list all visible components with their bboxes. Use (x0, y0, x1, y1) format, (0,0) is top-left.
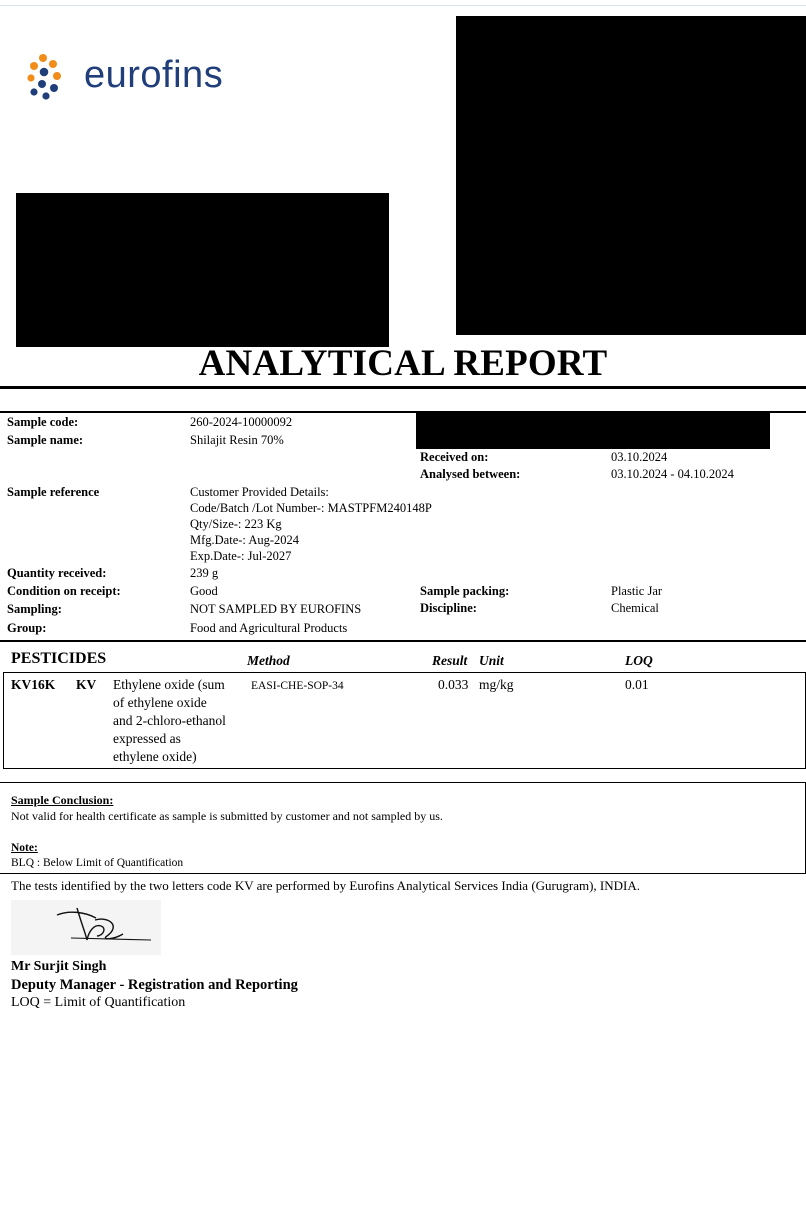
conclusion-heading: Sample Conclusion: (11, 793, 114, 807)
page-title: ANALYTICAL REPORT (198, 343, 608, 384)
column-unit: Unit (479, 653, 504, 668)
packing-value: Plastic Jar (611, 584, 663, 598)
note-text: BLQ : Below Limit of Quantification (11, 857, 184, 869)
sample-reference-line: Code/Batch /Lot Number-: MASTPFM240148P (190, 501, 432, 515)
sample-reference-label: Sample reference (7, 485, 100, 499)
group-label: Group: (7, 621, 47, 635)
sample-reference-line: Customer Provided Details: (190, 485, 329, 499)
quantity-value: 239 g (190, 566, 219, 580)
received-label: Received on: (420, 450, 489, 464)
sample-code-label: Sample code: (7, 415, 79, 429)
conclusion-text: Not valid for health certificate as sample is submitted by customer and not sampled by us. (11, 809, 443, 823)
sample-reference-line: Exp.Date-: Jul-2027 (190, 549, 292, 563)
loq-note: LOQ = Limit of Quantification (11, 995, 186, 1010)
signer-name: Mr Surjit Singh (11, 959, 107, 974)
parameter-line: and 2-chloro-ethanol (113, 713, 226, 728)
brand-name: eurofins (84, 54, 224, 96)
info-rule-bottom (0, 640, 806, 642)
discipline-value: Chemical (611, 601, 659, 615)
parameter-line: Ethylene oxide (sum (113, 677, 225, 692)
section-heading: PESTICIDES (11, 650, 107, 667)
test-code: KV16K (11, 677, 56, 692)
loq-value: 0.01 (625, 677, 649, 692)
unit-value: mg/kg (479, 677, 514, 692)
packing-label: Sample packing: (420, 584, 510, 598)
column-loq: LOQ (625, 653, 653, 668)
parameter-line: of ethylene oxide (113, 695, 207, 710)
kv-note: The tests identified by the two letters code KV are performed by Eurofins Analytical Services India (Gurugram), INDIA. (11, 878, 640, 893)
title-rule-thick (0, 386, 806, 389)
group-value: Food and Agricultural Products (190, 621, 348, 635)
discipline-label: Discipline: (420, 601, 477, 615)
column-result: Result (432, 653, 468, 668)
signer-title: Deputy Manager - Registration and Reporting (11, 977, 298, 993)
note-heading: Note: (11, 842, 38, 854)
sample-code: 260-2024-10000092 (190, 415, 293, 429)
sample-reference-line: Qty/Size-: 223 Kg (190, 517, 282, 531)
eurofins-logo-icon (26, 52, 76, 102)
parameter-line: ethylene oxide) (113, 749, 197, 764)
signature-mark (11, 900, 161, 955)
signature (11, 900, 161, 955)
column-method: Method (247, 653, 290, 668)
redacted-block-report-id (416, 411, 770, 449)
sampling-label: Sampling: (7, 602, 62, 616)
method-value: EASI-CHE-SOP-34 (251, 680, 344, 692)
top-rule (0, 5, 806, 6)
redacted-block-customer (16, 193, 389, 347)
sampling-value: NOT SAMPLED BY EUROFINS (190, 602, 362, 616)
analysed-label: Analysed between: (420, 467, 521, 481)
lab-code: KV (76, 677, 97, 692)
analysed-dates: 03.10.2024 - 04.10.2024 (611, 467, 734, 481)
received-date: 03.10.2024 (611, 450, 668, 464)
quantity-label: Quantity received: (7, 566, 107, 580)
eurofins-logo (26, 52, 256, 102)
parameter-line: expressed as (113, 731, 181, 746)
result-value: 0.033 (438, 677, 469, 692)
sample-reference-line: Mfg.Date-: Aug-2024 (190, 533, 300, 547)
condition-label: Condition on receipt: (7, 584, 121, 598)
condition-value: Good (190, 584, 218, 598)
redacted-block-address (456, 16, 806, 335)
sample-name: Shilajit Resin 70% (190, 433, 284, 447)
sample-name-label: Sample name: (7, 433, 84, 447)
